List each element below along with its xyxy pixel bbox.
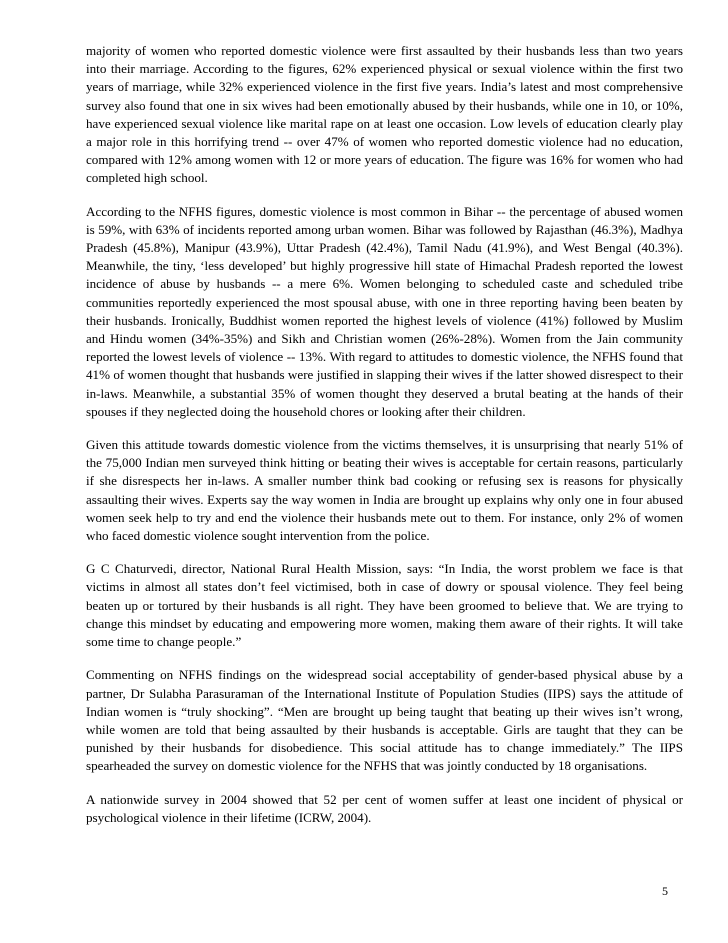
paragraph-nationwide-survey: A nationwide survey in 2004 showed that 52 per cent of women suffer at least one incident of physical or psychological violence in their lifetime (ICRW, 2004). — [86, 791, 683, 825]
paragraph-education-trend: majority of women who reported domestic violence were first assaulted by their husbands less than two years into their marriage. According to the figures, 62% experienced physical or sexual violence within the first two years of marriage, while 32% experienced violence in the first five years. India’s latest and most comprehensive survey also found that one in six wives had been emotionally abused by their husbands, while one in 10, or 10%, have experienced sexual violence like marital rape on at least one occasion. Low levels of education clearly play a major role in this horrifying trend -- over 47% of women who reported domestic violence had no education, compared with 12% among women with 12 or more years of education. The figure was 16% for women who had completed high school. — [86, 43, 683, 186]
paragraph-parasuraman-quote: Commenting on NFHS findings on the widespread social acceptability of gender-based physical abuse by a partner, Dr Sulabha Parasuraman of the International Institute of Population Studies (IIPS) says the attitude of Indian women is “truly shocking”. “Men are brought up being taught that beating up their wives isn’t wrong, while women are told that being assaulted by their husbands is acceptable. Girls are taught that they can be punished by their husbands for disobedience. This social attitude has to change immediately.” The IIPS spearheaded the survey on domestic violence for the NFHS that was jointly conducted by 18 organisations. — [86, 667, 683, 774]
document-body — [86, 42, 683, 842]
paragraph-men-attitudes: Given this attitude towards domestic violence from the victims themselves, it is unsurprising that nearly 51% of the 75,000 Indian men surveyed think hitting or beating their wives is acceptable for certain reasons, particularly if she disrespects her in-laws. A smaller number think bad cooking or refusing sex is reasons for physically assaulting their wives. Experts say the way women in India are brought up explains why only one in four abused women seek help to try and end the violence their husbands mete out to them. For instance, only 2% of women who faced domestic violence sought intervention from the police. — [86, 437, 683, 544]
page-number: 5 — [662, 884, 668, 898]
paragraph-state-statistics: According to the NFHS figures, domestic violence is most common in Bihar -- the percentage of abused women is 59%, with 63% of incidents reported among urban women. Bihar was followed by Rajasthan (46.3%), Madhya Pradesh (45.8%), Manipur (43.9%), Uttar Pradesh (42.4%), Tamil Nadu (41.9%), and West Bengal (40.3%). Meanwhile, the tiny, ‘less developed’ but highly progressive hill state of Himachal Pradesh reported the lowest incidence of abuse by husbands -- a mere 6%. Women belonging to scheduled caste and scheduled tribe communities reportedly experienced the most spousal abuse, with one in three reporting having been beaten by their husbands. Ironically, Buddhist women reported the highest levels of violence (41%) followed by Muslim and Hindu women (34%-35%) and Sikh and Christian women (26%-28%). Women from the Jain community reported the lowest levels of violence -- 13%. With regard to attitudes to domestic violence, the NFHS found that 41% of women thought that husbands were justified in slapping their wives if the latter showed disrespect to their in-laws. Meanwhile, a substantial 35% of women thought they deserved a brutal beating at the hands of their spouses if they neglected doing the household chores or looking after their children. — [86, 203, 683, 419]
paragraph-chaturvedi-quote: G C Chaturvedi, director, National Rural Health Mission, says: “In India, the worst problem we face is that victims in almost all states don’t feel victimised, both in case of dowry or spousal violence. They feel being beaten up or tortured by their husbands is all right. They have been groomed to believe that. We are trying to change this mindset by educating and empowering more women, making them aware of their rights. It will take some time to change people.” — [86, 561, 683, 650]
